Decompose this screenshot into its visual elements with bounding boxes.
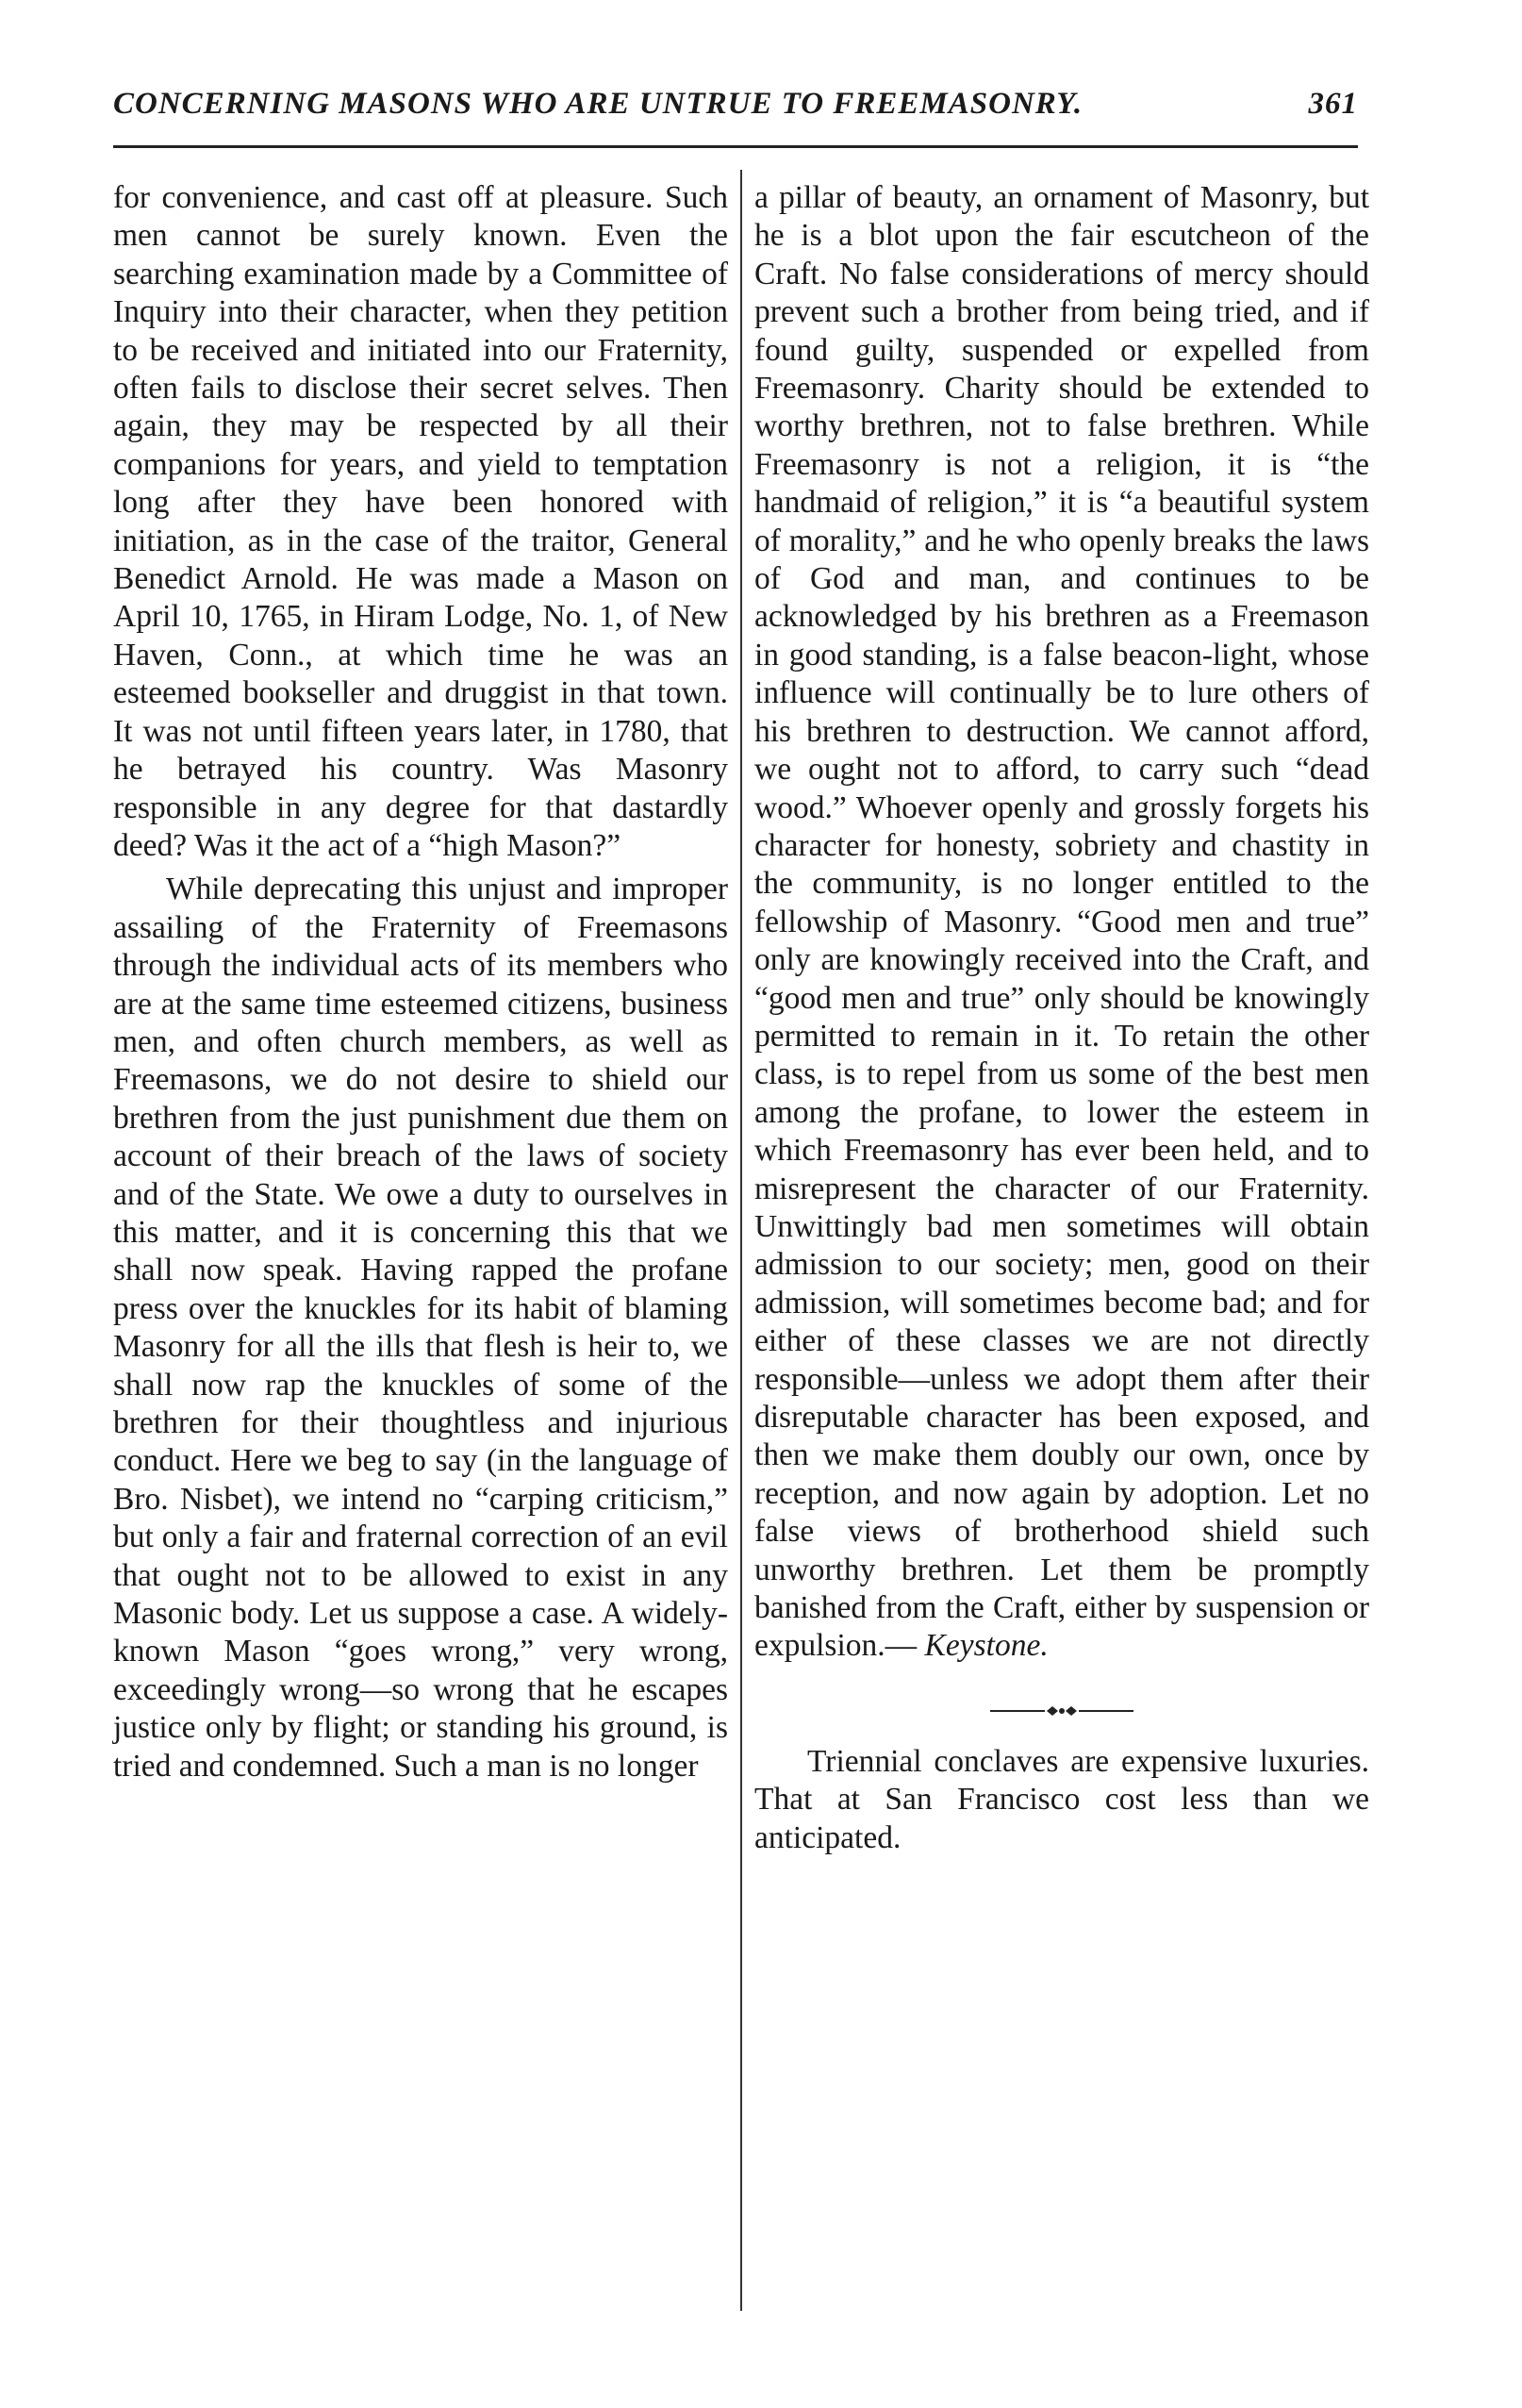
page-number: 361 — [1308, 87, 1358, 121]
left-paragraph-2: While deprecating this unjust and improper assailing of the Fraternity of Freemasons through the individual acts of its members who are at the same time esteemed citizens, business men, and often church members, as well as Freemasons, we do not desire to shield our brethren from the just punishment due them on account of their breach of the laws of society and of the State. We owe a duty to ourselves in this matter, and it is concerning this that we shall now speak. Having rapped the profane press over the knuckles for its habit of blaming Masonry for all the ills that flesh is heir to, we shall now rap the knuckles of some of the brethren for their thoughtless and injurious conduct. Here we beg to say (in the language of Bro. Nisbet), we intend no “carping criticism,” but only a fair and fraternal correction of an evil that ought not to be allowed to exist in any Masonic body. Let us suppose a case. A widely-known Mason “goes wrong,” very wrong, exceedingly wrong—so wrong that he escapes justice only by flight; or standing his ground, is tried and condemned. Such a man is no longer — [113, 872, 728, 1784]
source-attribution: Keystone. — [924, 1628, 1049, 1664]
ornament-divider-icon — [986, 1703, 1137, 1719]
right-paragraph-2: Triennial conclaves are expensive luxuries. That at San Francisco cost less than we anticipated. — [754, 1743, 1369, 1855]
right-paragraph-1 — [754, 179, 1369, 1666]
column-divider — [740, 170, 742, 2311]
running-head-title: CONCERNING MASONS WHO ARE UNTRUE TO FREEMASONRY. — [113, 87, 1084, 121]
left-paragraph-1: for convenience, and cast off at pleasure. Such men cannot be surely known. Even the searching examination made by a Committee of Inquiry into their character, when they petition to be received and initiated into our Fraternity, often fails to disclose their secret selves. Then again, they may be respected by all their companions for years, and yield to temptation long after they have been honored with initiation, as in the case of the traitor, General Benedict Arnold. He was made a Mason on April 10, 1765, in Hiram Lodge, No. 1, of New Haven, Conn., at which time he was an esteemed bookseller and druggist in that town. It was not until fifteen years later, in 1780, that he betrayed his country. Was Masonry responsible in any degree for that dastardly deed? Was it the act of a “high Mason?” — [113, 180, 728, 863]
right-column — [754, 179, 1369, 1857]
book-page — [113, 75, 1369, 2339]
right-paragraph-1-text: a pillar of beauty, an ornament of Masonry, but he is a blot upon the fair escutcheon of the Craft. No false considerations of mercy should prevent such a brother from being tried, and if found guilty, suspended or expelled from Freemasonry. Charity should be extended to worthy brethren, not to false brethren. While Freemasonry is not a religion, it is “the handmaid of religion,” it is “a beautiful system of morality,” and he who openly breaks the laws of God and man, and continues to be acknowledged by his brethren as a Freemason in good standing, is a false beacon-light, whose influence will continually be to lure others of his brethren to destruction. We cannot afford, we ought not to afford, to carry such “dead wood.” Whoever openly and grossly forgets his character for honesty, sobriety and chastity in the community, is no longer entitled to the fellowship of Masonry. “Good men and true” only are knowingly received into the Craft, and “good men and true” only should be knowingly permitted to remain in it. To retain the other class, is to repel from us some of the best men among the profane, to lower the esteem in which Freemasonry has ever been held, and to misrepresent the character of our Fraternity. Unwittingly bad men sometimes will obtain admission to our society; men, good on their admission, will sometimes become bad; and for either of these classes we are not directly responsible—unless we adopt them after their disreputable character has been exposed, and then we make them doubly our own, once by reception, and now again by adoption. Let no false views of brotherhood shield such unworthy brethren. Let them be promptly banished from the Craft, either by suspension or expulsion.— — [754, 180, 1369, 1664]
running-head — [113, 75, 1358, 136]
left-column — [113, 179, 728, 1785]
section-ornament — [986, 1703, 1137, 1719]
header-rule — [113, 145, 1358, 148]
